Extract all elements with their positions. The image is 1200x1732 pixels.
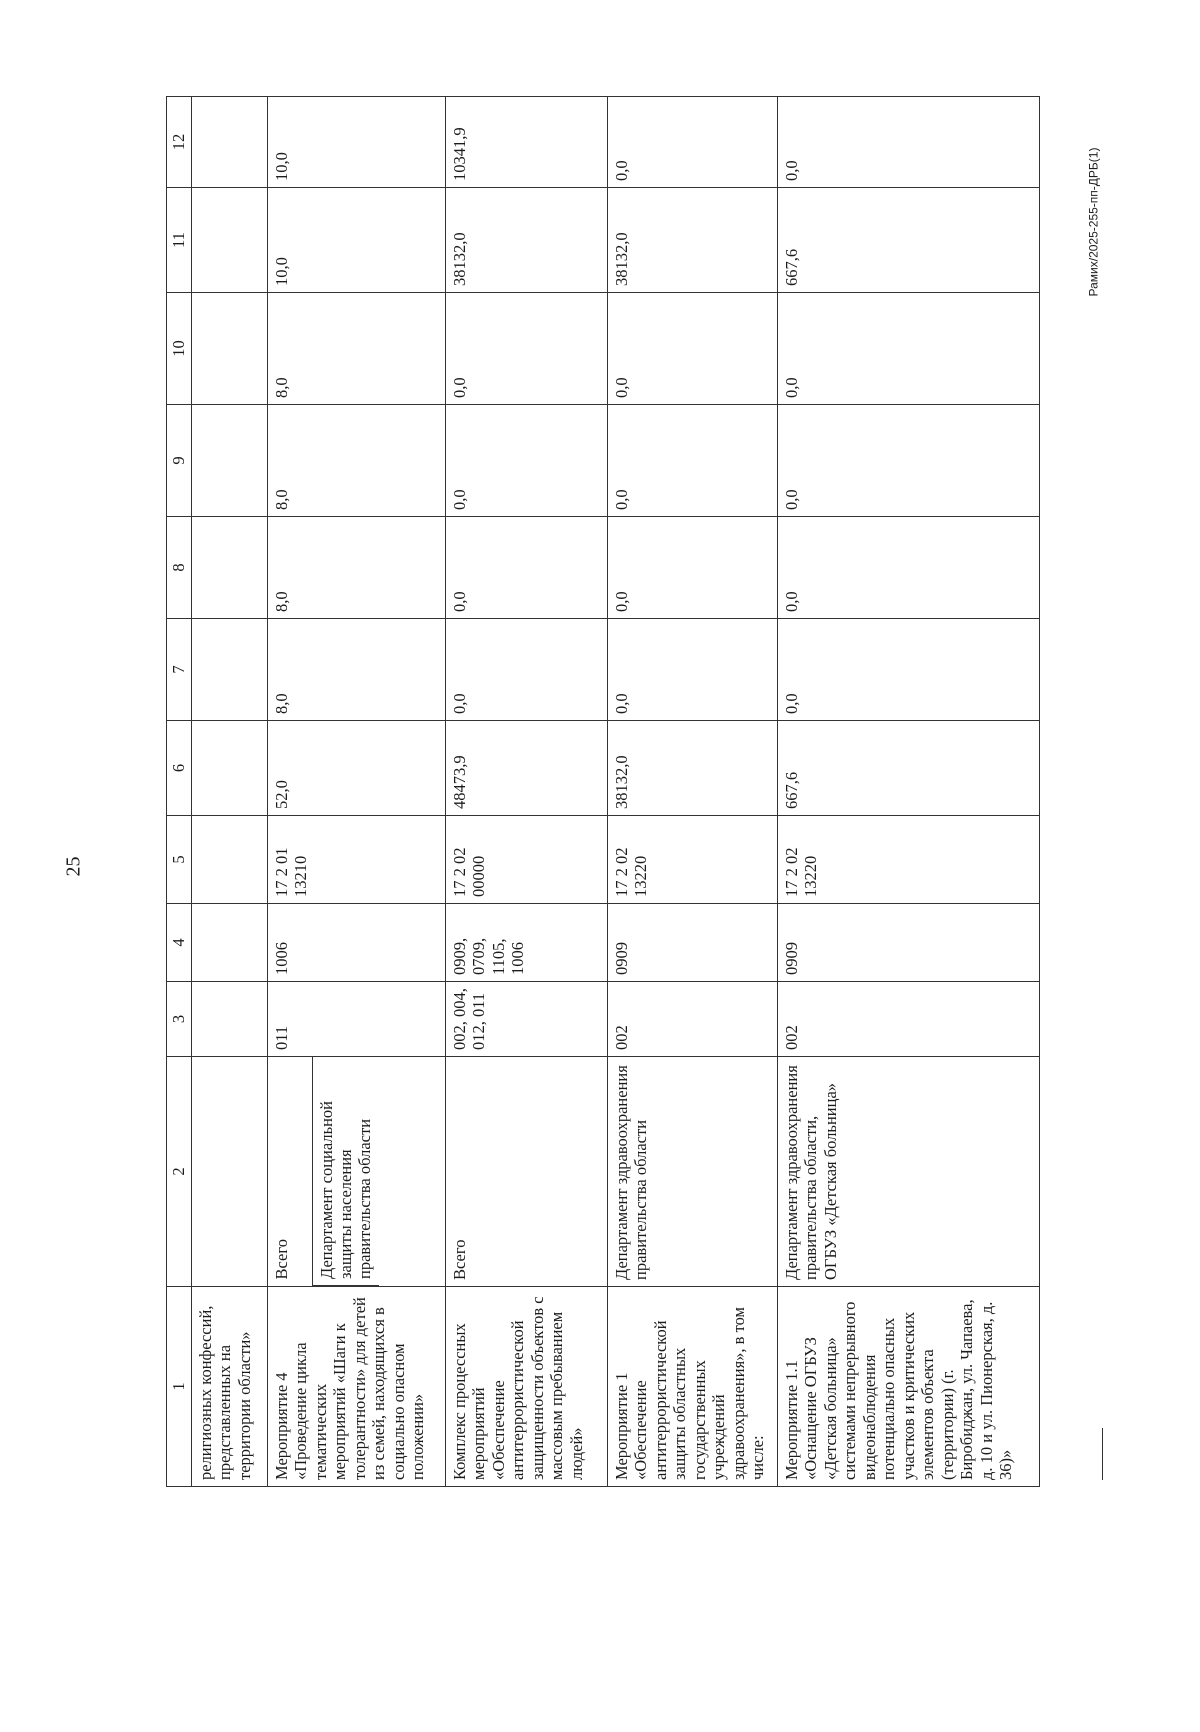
- column-number: 7: [167, 619, 192, 721]
- cell-c12: 0,0: [778, 97, 1040, 188]
- cell-c10: [192, 293, 268, 405]
- column-number-row: [167, 97, 192, 1487]
- cell-c9: 0,0: [778, 405, 1040, 517]
- cell-c7: 8,0: [268, 619, 446, 721]
- table-row: [608, 97, 778, 1487]
- column-number: 8: [167, 517, 192, 619]
- column-number: 12: [167, 97, 192, 188]
- page-number: 25: [62, 856, 85, 876]
- executor-cell: [192, 1057, 268, 1287]
- cell-c4: 0909, 0709, 1105, 1006: [446, 904, 608, 982]
- executor-cell: Департамент здравоохранения правительства области, ОГБУЗ «Детская больница»: [778, 1057, 1040, 1287]
- executor-split-cell: [268, 1057, 446, 1287]
- cell-c8: 8,0: [268, 517, 446, 619]
- cell-c7: [192, 619, 268, 721]
- table-row: [192, 97, 268, 1487]
- cell-c10: 8,0: [268, 293, 446, 405]
- event-name-cell: Мероприятие 1.1 «Оснащение ОГБУЗ «Детская больница» системами непрерывного видеонаблюдения потенциально опасных участков и критических элементов объекта (территории) (г. Биробиджан, ул. Чапаева, д. 10 и ул. Пионерская, д. 36)»: [778, 1287, 1040, 1487]
- cell-c8: [192, 517, 268, 619]
- event-name-cell: Комплекс процессных мероприятий «Обеспечение антитеррористической защищенности объектов с массовым пребыванием людей»: [446, 1287, 608, 1487]
- column-number: 11: [167, 188, 192, 293]
- budget-table: [166, 96, 1040, 1487]
- cell-c4: [192, 904, 268, 982]
- cell-c8: 0,0: [608, 517, 778, 619]
- cell-c8: 0,0: [446, 517, 608, 619]
- cell-c3: 002, 004, 012, 011: [446, 982, 608, 1057]
- cell-c6: [192, 721, 268, 816]
- column-number: 5: [167, 816, 192, 904]
- column-number: 6: [167, 721, 192, 816]
- cell-c11: [192, 188, 268, 293]
- cell-c11: 667,6: [778, 188, 1040, 293]
- executor-cell: Департамент здравоохранения правительства области: [608, 1057, 778, 1287]
- cell-c11: 10,0: [268, 188, 446, 293]
- column-number: 1: [167, 1287, 192, 1487]
- cell-c8: 0,0: [778, 517, 1040, 619]
- cell-c12: [192, 97, 268, 188]
- cell-c9: 0,0: [446, 405, 608, 517]
- cell-c4: 0909: [778, 904, 1040, 982]
- document-code-footer: Рамих/2025-255-пп-ДРБ(1): [1086, 147, 1101, 297]
- footnote-separator: [1102, 1428, 1103, 1480]
- cell-c4: 0909: [608, 904, 778, 982]
- cell-c5: 17 2 02 13220: [778, 816, 1040, 904]
- cell-c6: 48473,9: [446, 721, 608, 816]
- column-number: 9: [167, 405, 192, 517]
- cell-c9: 8,0: [268, 405, 446, 517]
- cell-c9: 0,0: [608, 405, 778, 517]
- event-name-cell: Мероприятие 4 «Проведение цикла тематических мероприятий «Шаги к толерантности» для детей из семей, находящихся в социально опасном положении»: [268, 1287, 446, 1487]
- cell-c10: 0,0: [778, 293, 1040, 405]
- cell-c12: 10341,9: [446, 97, 608, 188]
- cell-c7: 0,0: [778, 619, 1040, 721]
- column-number: 4: [167, 904, 192, 982]
- table-row: [446, 97, 608, 1487]
- executor-total-label: Всего: [272, 1239, 291, 1280]
- cell-c7: 0,0: [446, 619, 608, 721]
- cell-c5: 17 2 01 13210: [268, 816, 446, 904]
- cell-c4: 1006: [268, 904, 446, 982]
- table-row: [268, 97, 446, 1487]
- cell-c6: 38132,0: [608, 721, 778, 816]
- table-row: [778, 97, 1040, 1487]
- executor-department: Департамент социальной защиты населения правительства области: [312, 1057, 379, 1286]
- cell-c7: 0,0: [608, 619, 778, 721]
- column-number: 2: [167, 1057, 192, 1287]
- cell-c5: [192, 816, 268, 904]
- cell-c3: 002: [608, 982, 778, 1057]
- executor-cell: Всего: [446, 1057, 608, 1287]
- event-name-cell: религиозных конфессий, представленных на территории области»: [192, 1287, 268, 1487]
- cell-c5: 17 2 02 00000: [446, 816, 608, 904]
- cell-c12: 0,0: [608, 97, 778, 188]
- rotated-table-container: [166, 97, 1091, 1487]
- event-name-cell: Мероприятие 1 «Обеспечение антитеррористической защиты областных государственных учреждений здравоохранения», в том числе:: [608, 1287, 778, 1487]
- cell-c3: [192, 982, 268, 1057]
- cell-c10: 0,0: [446, 293, 608, 405]
- column-number: 10: [167, 293, 192, 405]
- cell-c11: 38132,0: [446, 188, 608, 293]
- cell-c5: 17 2 02 13220: [608, 816, 778, 904]
- cell-c11: 38132,0: [608, 188, 778, 293]
- cell-c3: 011: [268, 982, 446, 1057]
- cell-c9: [192, 405, 268, 517]
- cell-c10: 0,0: [608, 293, 778, 405]
- column-number: 3: [167, 982, 192, 1057]
- cell-c12: 10,0: [268, 97, 446, 188]
- cell-c6: 667,6: [778, 721, 1040, 816]
- cell-c6: 52,0: [268, 721, 446, 816]
- cell-c3: 002: [778, 982, 1040, 1057]
